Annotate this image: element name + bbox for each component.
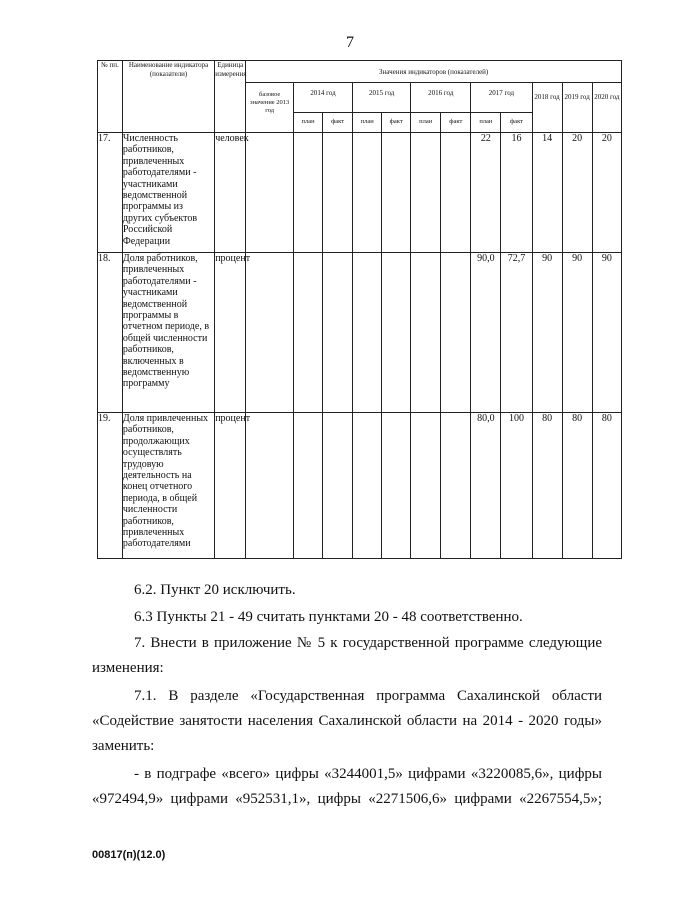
header-2020: 2020 год (592, 83, 621, 133)
paragraph-7-line2: изменения: (92, 660, 164, 676)
row-num: 19. (98, 413, 123, 559)
indicators-table (97, 60, 622, 559)
row-plan-2017: 22 (471, 133, 501, 253)
paragraph-replace-line1: - в подграфе «всего» цифры «3244001,5» цифрами «3220085,6», цифры (134, 766, 602, 782)
row-unit: человек (215, 133, 246, 253)
header-fact-2016: факт (441, 113, 471, 133)
row-name: Доля работников, привлеченных работодателями - участниками ведомственной программы в отчетном периоде, в общей численности работников, включенных в ведомственную программу (122, 253, 214, 413)
paragraph-6-2: 6.2. Пункт 20 исключить. (134, 582, 296, 598)
header-num: № пп. (98, 61, 123, 133)
header-fact-2017: факт (501, 113, 532, 133)
row-2019: 20 (562, 133, 592, 253)
row-2020: 90 (592, 253, 621, 413)
row-2018: 14 (532, 133, 562, 253)
header-fact-2015: факт (382, 113, 411, 133)
row-fact-2017: 100 (501, 413, 532, 559)
paragraph-7-1-line3: заменить: (92, 738, 155, 754)
row-fact-2017: 72,7 (501, 253, 532, 413)
row-2020: 20 (592, 133, 621, 253)
paragraph-7-line1: 7. Внести в приложение № 5 к государственной программе следующие (134, 635, 602, 651)
paragraph-7-1-line1: 7.1. В разделе «Государственная программа Сахалинской области (134, 688, 602, 704)
header-2019: 2019 год (562, 83, 592, 133)
header-plan-2016: план (411, 113, 441, 133)
paragraph-6-3: 6.3 Пункты 21 - 49 считать пунктами 20 - 48 соответственно. (134, 609, 523, 625)
header-base: базовое значение 2013 год (246, 83, 294, 133)
row-num: 17. (98, 133, 123, 253)
header-2017: 2017 год (471, 83, 532, 113)
header-2014: 2014 год (294, 83, 353, 113)
header-fact-2014: факт (323, 113, 353, 133)
paragraph-replace-line2: «972494,9» цифрами «952531,1», цифры «2271506,6» цифрами «2267554,5»; (92, 791, 602, 807)
header-plan-2017: план (471, 113, 501, 133)
row-2019: 90 (562, 253, 592, 413)
header-2018: 2018 год (532, 83, 562, 133)
row-unit: процент (215, 253, 246, 413)
page-number: 7 (346, 34, 354, 51)
header-unit: Единица измерения (215, 61, 246, 133)
table-row (98, 413, 622, 559)
header-plan-2014: план (294, 113, 323, 133)
header-name: Наименование индикатора (показатели) (122, 61, 214, 133)
row-num: 18. (98, 253, 123, 413)
row-2018: 90 (532, 253, 562, 413)
row-2020: 80 (592, 413, 621, 559)
row-2018: 80 (532, 413, 562, 559)
header-2015: 2015 год (353, 83, 411, 113)
row-plan-2017: 80,0 (471, 413, 501, 559)
header-2016: 2016 год (411, 83, 471, 113)
row-unit: процент (215, 413, 246, 559)
row-2019: 80 (562, 413, 592, 559)
table-row (98, 133, 622, 253)
row-plan-2017: 90,0 (471, 253, 501, 413)
table-row (98, 253, 622, 413)
row-name: Доля привлеченных работников, продолжающих осуществлять трудовую деятельность на конец отчетного периода, в общей численности работников, привлеченных работодателями (122, 413, 214, 559)
row-fact-2017: 16 (501, 133, 532, 253)
header-values-group: Значения индикаторов (показателей) (246, 61, 622, 83)
row-name: Численность работников, привлеченных работодателями - участниками ведомственной программы из других субъектов Российской Федерации (122, 133, 214, 253)
header-plan-2015: план (353, 113, 382, 133)
paragraph-7-1-line2: «Содействие занятости населения Сахалинской области на 2014 - 2020 годы» (92, 713, 602, 729)
document-code: 00817(п)(12.0) (92, 849, 166, 861)
